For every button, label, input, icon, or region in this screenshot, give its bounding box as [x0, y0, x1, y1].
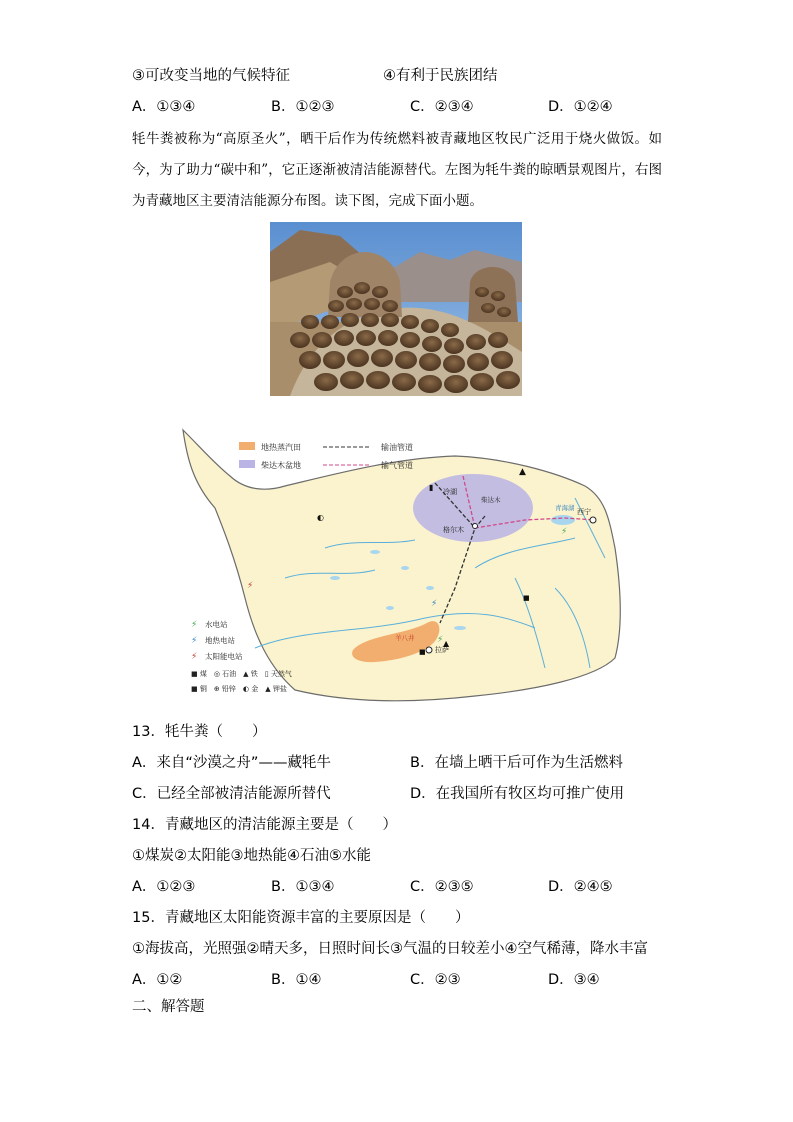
- iron-icon: ▲: [519, 467, 526, 477]
- lhasa-marker: [426, 647, 432, 653]
- gold-icon: ◐: [317, 513, 324, 522]
- geothermal-station-icon: ⚡: [431, 599, 438, 609]
- q15-options: ①海拔高，光照强②晴天多，日照时间长③气温的日较差小④空气稀薄，降水丰富: [132, 941, 648, 957]
- label-lenghu: 冷湖: [443, 488, 457, 496]
- q13-choice-c: C．已经全部被清洁能源所替代: [132, 786, 331, 802]
- q13-choice-a: A．来自“沙漠之舟”——藏牦牛: [132, 755, 331, 771]
- label-chaidamu: 柴达木: [481, 496, 501, 504]
- label-yangbajing: 羊八井: [395, 634, 415, 642]
- legend-geo-swatch: [239, 442, 255, 450]
- label-golmud: 格尔木: [443, 526, 464, 534]
- label-lhasa: 拉萨: [435, 646, 449, 654]
- q14-choice-c: C．②③⑤: [410, 879, 474, 895]
- legend-geo-label: 地热蒸汽田: [261, 443, 301, 452]
- legend-solar-label: 太阳能电站: [205, 652, 243, 661]
- q14-stem: 14．青藏地区的清洁能源主要是（ ）: [132, 817, 397, 833]
- energy-map-graphic: [175, 428, 627, 706]
- geothermal-station-icon: ⚡: [191, 636, 198, 646]
- legend-minerals-row1: ■ 煤 ◎ 石油 ▲ 铁 ▯ 天然气: [191, 670, 292, 678]
- legend-oil-label: 输油管道: [381, 443, 413, 452]
- q14-options: ①煤炭②太阳能③地热能④石油⑤水能: [132, 848, 371, 864]
- lake: [370, 550, 380, 554]
- choice-a: A．①③④: [132, 99, 196, 115]
- legend-geostation-label: 地热电站: [205, 636, 235, 645]
- legend-gas-label: 输气管道: [381, 461, 413, 470]
- choice-b: B．①②③: [271, 99, 335, 115]
- lake: [426, 586, 434, 590]
- choice-d: D．①②④: [548, 99, 613, 115]
- lake: [551, 515, 575, 525]
- option-4: ④有利于民族团结: [383, 68, 498, 84]
- q13-choice-d: D．在我国所有牧区均可推广使用: [410, 786, 625, 802]
- choice-c: C．②③④: [410, 99, 474, 115]
- lake: [454, 626, 466, 630]
- legend-basin-swatch: [239, 460, 255, 468]
- solar-station-icon: ⚡: [191, 652, 198, 662]
- intro-paragraph: 牦牛粪被称为“高原圣火”，晒干后作为传统燃料被青藏地区牧民广泛用于烧火做饭。如今，为了助力“碳中和”，它正逐渐被清洁能源替代。左图为牦牛粪的晾晒景观图片，右图为青藏地区主要清洁能源分布图。读下图，完成下面小题。: [132, 131, 662, 209]
- q15-choice-a: A．①②: [132, 972, 183, 988]
- lake: [401, 566, 409, 570]
- lake: [386, 606, 394, 610]
- lake: [330, 576, 340, 580]
- q14-choice-a: A．①②③: [132, 879, 196, 895]
- q14-choice-b: B．①③④: [271, 879, 335, 895]
- hydro-icon: ⚡: [191, 620, 198, 630]
- q15-choice-d: D．③④: [548, 972, 600, 988]
- legend-basin-label: 柴达木盆地: [261, 461, 301, 470]
- yak-dung-photo: [270, 222, 522, 396]
- q13-stem: 13．牦牛粪（ ）: [132, 724, 267, 740]
- option-3: ③可改变当地的气候特征: [132, 68, 290, 84]
- gas-field-icon: ▮: [429, 483, 434, 492]
- coal-icon: ■: [523, 594, 530, 602]
- q15-choice-c: C．②③: [410, 972, 461, 988]
- label-xining: 西宁: [577, 508, 591, 516]
- hydro-icon: ⚡: [561, 527, 568, 537]
- section-heading: 二、解答题: [132, 999, 205, 1015]
- xining-marker: [590, 517, 596, 523]
- q14-choice-d: D．②④⑤: [548, 879, 613, 895]
- label-qinghaihu: 青海湖: [555, 504, 575, 512]
- hydro-icon: ⚡: [437, 635, 444, 645]
- golmud-marker: [473, 524, 478, 529]
- coal-icon: ■: [419, 648, 426, 656]
- legend-hydro-label: 水电站: [205, 620, 228, 629]
- energy-map: [175, 428, 627, 706]
- q13-choice-b: B．在墙上晒干后可作为生活燃料: [410, 755, 623, 771]
- legend-minerals-row2: ■ 铜 ⊕ 铅锌 ◐ 金 ▲ 钾盐: [191, 685, 287, 693]
- q15-stem: 15．青藏地区太阳能资源丰富的主要原因是（ ）: [132, 910, 470, 926]
- iron-icon: ▲: [443, 639, 450, 648]
- solar-station-icon: ⚡: [247, 581, 254, 591]
- plateau-region: [183, 430, 620, 701]
- q15-choice-b: B．①④: [271, 972, 322, 988]
- yak-dung-photo-graphic: [270, 222, 522, 396]
